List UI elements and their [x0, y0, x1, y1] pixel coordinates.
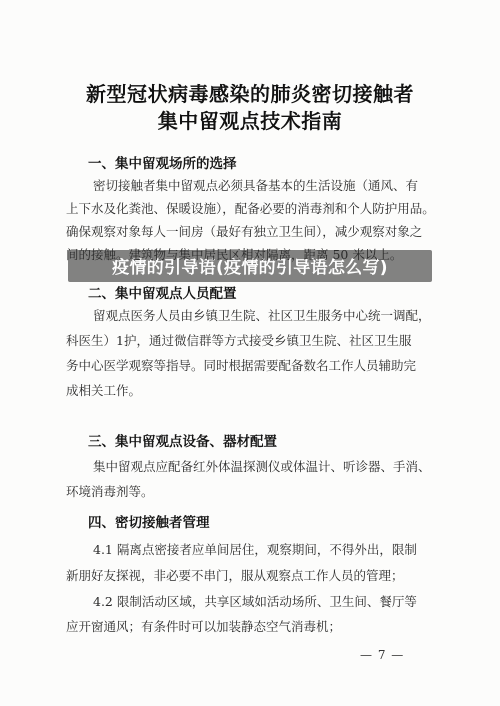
section-3-line-2: 环境消毒剂等。: [66, 484, 154, 499]
caption-overlay-text: 疫情的引导语(疫情的引导语怎么写): [112, 258, 388, 278]
section-4-line-3: 4.2 限制活动区域，共享区域如活动场所、卫生间、餐厅等: [93, 594, 417, 609]
section-4-line-1: 4.1 隔离点密接者应单间居住，观察期间，不得外出，限制: [93, 542, 417, 557]
section-2-line-4: 成相关工作。: [66, 383, 142, 398]
section-2-heading: 二、集中留观点人员配置: [88, 286, 237, 302]
section-1-heading: 一、集中留观场所的选择: [88, 156, 237, 172]
section-4-heading: 四、密切接触者管理: [88, 515, 210, 531]
section-2-line-1: 留观点医务人员由乡镇卫生院、社区卫生服务中心统一调配，: [93, 308, 431, 323]
document-title-line-1: 新型冠状病毒感染的肺炎密切接触者: [86, 82, 414, 106]
section-1-line-2: 上下水及化粪池、保暖设施），配备必要的消毒剂和个人防护用品。: [66, 201, 435, 216]
section-1-line-1: 密切接触者集中留观点必须具备基本的生活设施（通风、有: [93, 178, 419, 193]
section-2-line-3: 务中心医学观察等指导。同时根据需要配备数名工作人员辅助完: [66, 358, 417, 373]
section-1-line-4: 间的接触。建筑物与集中居民区相对隔离，距离 50 米以上。: [66, 247, 403, 262]
section-4-line-2: 新朋好友探视，非必要不串门，服从观察点工作人员的管理；: [66, 568, 404, 583]
section-4-line-4: 应开窗通风；有条件时可以加装静态空气消毒机；: [66, 619, 342, 634]
section-3-line-1: 集中留观点应配备红外体温探测仪或体温计、听诊器、手消、: [93, 459, 431, 474]
section-2-line-2: 科医生）1护，通过微信群等方式接受乡镇卫生院、社区卫生服: [66, 333, 412, 348]
section-3-heading: 三、集中留观点设备、器材配置: [88, 434, 277, 450]
section-1-line-3: 确保观察对象每人一间房（最好有独立卫生间），减少观察对象之: [66, 224, 423, 239]
page-number: — 7 —: [360, 648, 405, 662]
document-title-line-2: 集中留观点技术指南: [157, 109, 343, 133]
